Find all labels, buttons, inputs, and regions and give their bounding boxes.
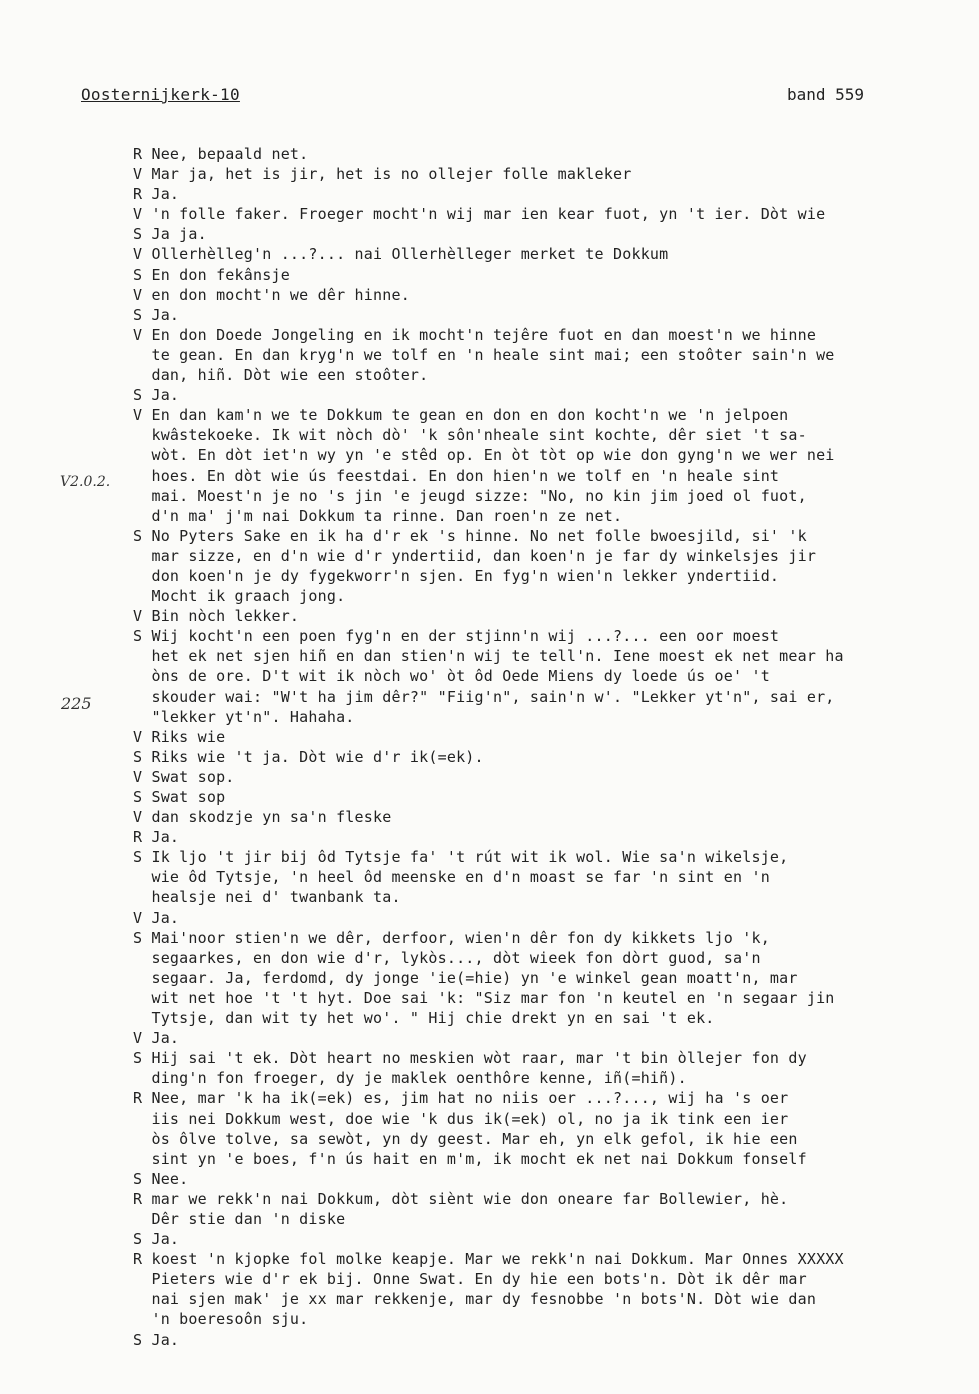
transcript-line: nai sjen mak' je xx mar rekkenje, mar dy fesnobbe 'n bots'N. Dòt wie dan xyxy=(133,1290,817,1309)
transcript-line: don koen'n je dy fygekworr'n sjen. En fyg'n wien'n lekker yndertiid. xyxy=(133,566,780,585)
transcript-line: R Ja. xyxy=(133,185,180,204)
transcript-line: R Nee, bepaald net. xyxy=(133,145,309,163)
transcript-line: S Ik ljo 't jir bij ôd Tytsje fa' 't rút wit ik wol. Wie sa'n wikelsje, xyxy=(133,848,789,867)
transcript-line: wòt. En dòt iet'n wy yn 'e stêd op. En òt tòt op wie don gyng'n we wer nei xyxy=(133,446,835,465)
transcript-line: òs ôlve tolve, sa sewòt, yn dy geest. Mar eh, yn elk gefol, ik hie een xyxy=(133,1129,798,1148)
transcript-line: het ek net sjen hiñ en dan stien'n wij te tell'n. Iene moest ek net mear ha xyxy=(133,647,844,666)
transcript-line: R mar we rekk'n nai Dokkum, dòt siènt wie don oneare far Bollewier, hè. xyxy=(133,1189,789,1208)
transcript-line: wit net hoe 't 't hyt. Doe sai 'k: "Siz mar fon 'n keutel en 'n segaar jin xyxy=(133,988,835,1007)
transcript-line: V Ja. xyxy=(133,908,180,927)
transcript-line: S Wij kocht'n een poen fyg'n en der stjinn'n wij ...?... een oor moest xyxy=(133,627,780,646)
transcript-line: V en don mocht'n we dêr hinne. xyxy=(133,285,410,304)
transcript-line: V Ja. xyxy=(133,1029,180,1048)
transcript-line: wie ôd Tytsje, 'n heel ôd meenske en d'n moast se far 'n sint en 'n xyxy=(133,868,770,887)
transcript-line: Tytsje, dan wit ty het wo'. " Hij chie drekt yn en sai 't ek. xyxy=(133,1009,715,1028)
transcript-line: V 'n folle faker. Froeger mocht'n wij mar ien kear fuot, yn 't ier. Dòt wie xyxy=(133,205,826,224)
transcript-line: S Ja. xyxy=(133,1330,180,1349)
margin-note-number: 225 xyxy=(61,694,92,713)
transcript-line: d'n ma' j'm nai Dokkum ta rinne. Dan roen'n ze net. xyxy=(133,506,623,525)
transcript-line: sint yn 'e boes, f'n ús hait en m'm, ik mocht ek net nai Dokkum fonself xyxy=(133,1149,807,1168)
transcript-line: te gean. En dan kryg'n we tolf en 'n heale sint mai; een stoôter sain'n we xyxy=(133,345,835,364)
transcript-line: R koest 'n kjopke fol molke keapje. Mar we rekk'n nai Dokkum. Mar Onnes XXXXX xyxy=(133,1250,844,1269)
transcript-line: V Swat sop. xyxy=(133,767,235,786)
transcript-line: V Riks wie xyxy=(133,727,226,746)
transcript-line: kwâstekoeke. Ik wit nòch dò' 'k sôn'nheale sint kochte, dêr siet 't sa- xyxy=(133,426,807,445)
transcript-line: dan, hiñ. Dòt wie een stoôter. xyxy=(133,366,429,385)
transcript-line: òns de ore. D't wit ik nòch wo' òt ôd Oede Miens dy loede ús oe' 't xyxy=(133,667,770,686)
transcript-body xyxy=(133,144,963,1350)
transcript-line: S Ja. xyxy=(133,305,180,324)
transcript-line: Dêr stie dan 'n diske xyxy=(133,1209,346,1228)
transcript-line: Pieters wie d'r ek bij. Onne Swat. En dy hie een bots'n. Dòt ik dêr mar xyxy=(133,1270,807,1289)
transcript-line: segaarkes, en don wie d'r, lykòs..., dòt wieek fon dòrt guod, sa'n xyxy=(133,948,761,967)
transcript-line: V dan skodzje yn sa'n fleske xyxy=(133,808,392,827)
transcript-line: V En don Doede Jongeling en ik mocht'n tejêre fuot en dan moest'n we hinne xyxy=(133,325,817,344)
transcript-line: hoes. En dòt wie ús feestdai. En don hien'n we tolf en 'n heale sint xyxy=(133,466,780,485)
transcript-line: S Swat sop xyxy=(133,788,226,806)
transcript-line: S Ja. xyxy=(133,386,180,405)
transcript-line: S En don fekânsje xyxy=(133,265,290,284)
transcript-line: V En dan kam'n we te Dokkum te gean en don en don kocht'n we 'n jelpoen xyxy=(133,406,789,425)
document-title: Oosternijkerk-10 xyxy=(81,85,240,104)
transcript-line: S Hij sai 't ek. Dòt heart no meskien wòt raar, mar 't bin òllejer fon dy xyxy=(133,1049,807,1068)
transcript-line: S Ja ja. xyxy=(133,225,207,244)
transcript-line: segaar. Ja, ferdomd, dy jonge 'ie(=hie) yn 'e winkel gean moatt'n, mar xyxy=(133,968,798,987)
transcript-line: healsje nei d' twanbank ta. xyxy=(133,888,401,907)
transcript-line: S Ja. xyxy=(133,1230,180,1249)
transcript-line: R Ja. xyxy=(133,828,180,847)
transcript-line: V Ollerhèlleg'n ...?... nai Ollerhèlleger merket te Dokkum xyxy=(133,245,669,264)
transcript-line: skouder wai: "W't ha jim dêr?" "Fiig'n", sain'n w'. "Lekker yt'n", sai er, xyxy=(133,687,835,706)
transcript-line: R Nee, mar 'k ha ik(=ek) es, jim hat no niis oer ...?..., wij ha 's oer xyxy=(133,1089,789,1108)
band-number: band 559 xyxy=(787,85,865,104)
transcript-line: iis nei Dokkum west, doe wie 'k dus ik(=ek) ol, no ja ik tink een ier xyxy=(133,1109,789,1128)
transcript-line: "lekker yt'n". Hahaha. xyxy=(133,707,355,726)
transcript-line: mar sizze, en d'n wie d'r yndertiid, dan koen'n je far dy winkelsjes jir xyxy=(133,546,817,565)
transcript-line: S Nee. xyxy=(133,1169,189,1188)
transcript-line: Mocht ik graach jong. xyxy=(133,587,346,606)
transcript-line: S Mai'noor stien'n we dêr, derfoor, wien'n dêr fon dy kikkets ljo 'k, xyxy=(133,928,770,947)
transcript-line: mai. Moest'n je no 's jin 'e jeugd sizze: "No, no kin jim joed ol fuot, xyxy=(133,486,807,505)
transcript-line: V Mar ja, het is jir, het is no ollejer folle makleker xyxy=(133,165,632,184)
margin-note-time: V2.0.2. xyxy=(60,474,111,490)
transcript-line: 'n boeresoôn sju. xyxy=(133,1310,309,1329)
transcript-line: S Riks wie 't ja. Dòt wie d'r ik(=ek). xyxy=(133,747,484,766)
transcript-line: ding'n fon froeger, dy je maklek oenthôre kenne, iñ(=hiñ). xyxy=(133,1069,687,1088)
transcript-line: S No Pyters Sake en ik ha d'r ek 's hinne. No net folle bwoesjild, si' 'k xyxy=(133,526,807,545)
transcript-line: V Bin nòch lekker. xyxy=(133,607,300,626)
